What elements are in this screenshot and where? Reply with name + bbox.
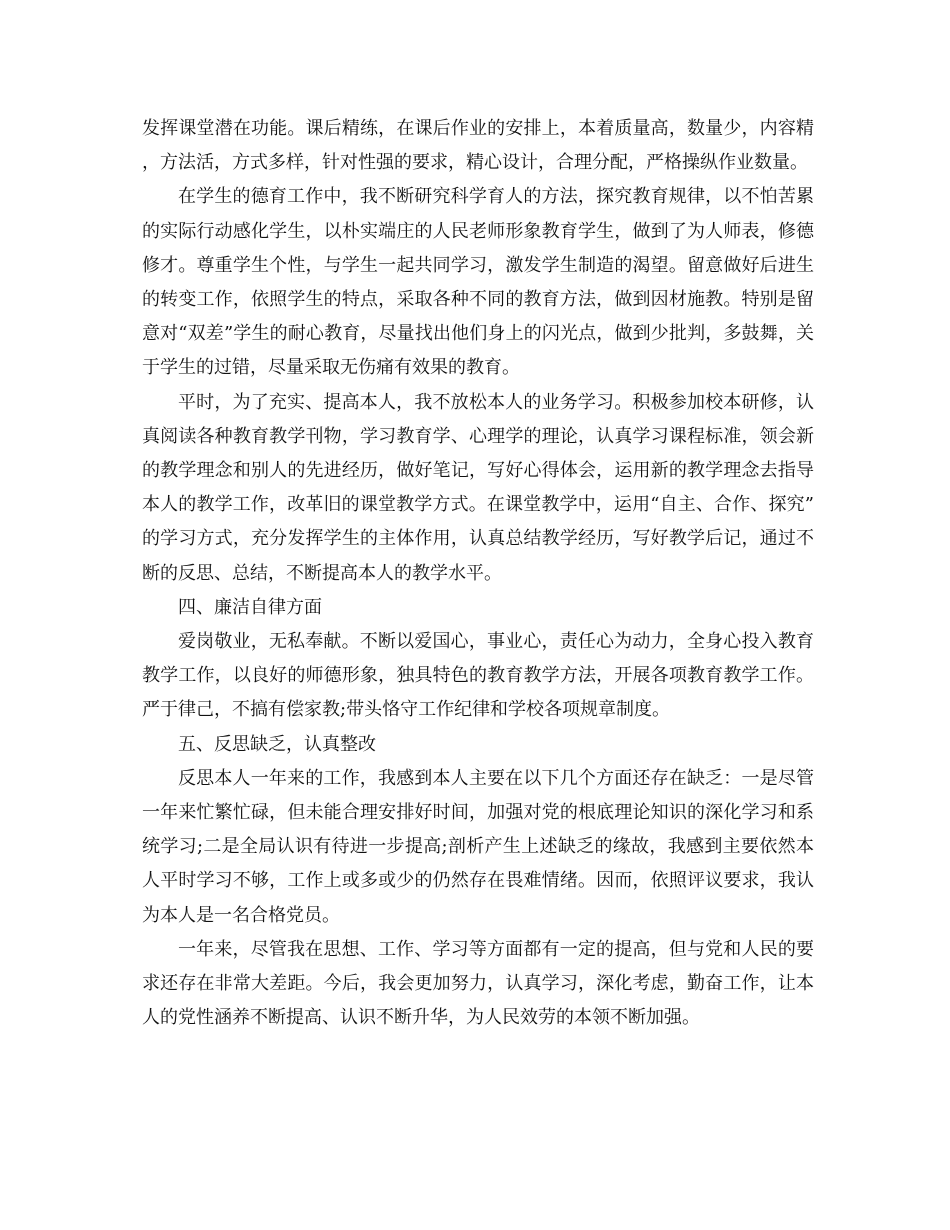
paragraph-8: 一年来，尽管我在思想、工作、学习等方面都有一定的提高，但与党和人民的要求还存在非常大差距。今后，我会更加努力，认真学习，深化考虑，勤奋工作，让本人的党性涵养不断提高、认识不断升华，为人民效劳的本领不断加强。	[142, 938, 814, 1029]
paragraph-2: 在学生的德育工作中，我不断研究科学育人的方法，探究教育规律，以不怕苦累的实际行动感化学生，以朴实端庄的人民老师形象教育学生，做到了为人师表，修德修才。尊重学生个性，与学生一起共同学习，激发学生制造的渴望。留意做好后进生的转变工作，依照学生的特点，采取各种不同的教育方法，做到因材施教。特别是留意对“双差”学生的耐心教育，尽量找出他们身上的闪光点，做到少批判，多鼓舞，关于学生的过错，尽量采取无伤痛有效果的教育。	[142, 186, 814, 379]
paragraph-5: 爱岗敬业，无私奉献。不断以爱国心，事业心，责任心为动力，全身心投入教育教学工作，以良好的师德形象，独具特色的教育教学方法，开展各项教育教学工作。严于律己，不搞有偿家教;带头恪守工作纪律和学校各项规章制度。	[142, 631, 814, 721]
section-heading-5: 五、反思缺乏，认真整改	[178, 733, 376, 755]
paragraph-1: 发挥课堂潜在功能。课后精练，在课后作业的安排上，本着质量高，数量少，内容精，方法活，方式多样，针对性强的要求，精心设计，合理分配，严格操纵作业数量。	[142, 118, 814, 174]
document-page	[142, 112, 814, 1035]
paragraph-3: 平时，为了充实、提高本人，我不放松本人的业务学习。积极参加校本研修，认真阅读各种教育教学刊物，学习教育学、心理学的理论，认真学习课程标准，领会新的教学理念和别人的先进经历，做好笔记，写好心得体会，运用新的教学理念去指导本人的教学工作，改革旧的课堂教学方式。在课堂教学中，运用“自主、合作、探究”的学习方式，充分发挥学生的主体作用，认真总结教学经历，写好教学后记，通过不断的反思、总结，不断提高本人的教学水平。	[142, 391, 814, 584]
section-heading-4: 四、廉洁自律方面	[178, 596, 322, 618]
paragraph-7: 反思本人一年来的工作，我感到本人主要在以下几个方面还存在缺乏：一是尽管一年来忙繁忙碌，但未能合理安排好时间，加强对党的根底理论知识的深化学习和系统学习;二是全局认识有待进一步提高;剖析产生上述缺乏的缘故，我感到主要依然本人平时学习不够，工作上或多或少的仍然存在畏难情绪。因而，依照评议要求，我认为本人是一名合格党员。	[142, 767, 814, 926]
